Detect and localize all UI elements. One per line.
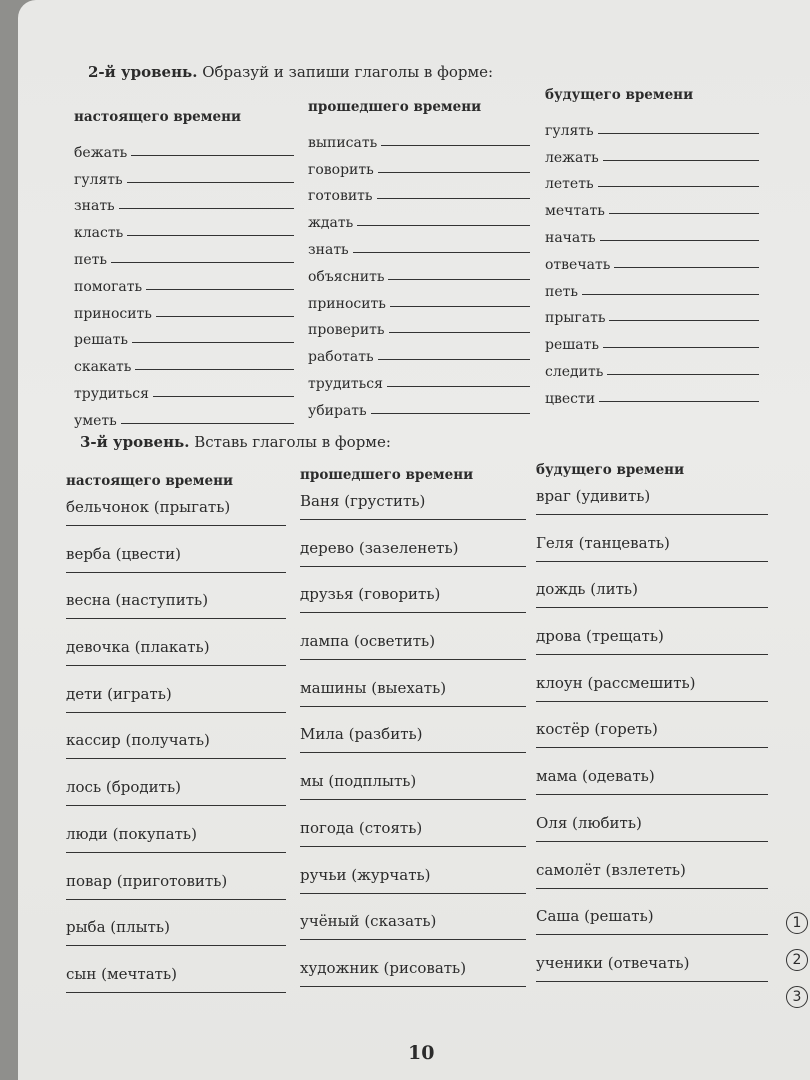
exercise-row [74, 214, 294, 241]
verb-prompt: отвечать [545, 256, 611, 273]
exercise-row [545, 380, 759, 407]
exercise-row [536, 954, 768, 1001]
answer-line[interactable] [371, 413, 530, 414]
answer-line[interactable] [300, 893, 526, 894]
exercise-row [66, 965, 286, 1012]
answer-line[interactable] [300, 846, 526, 847]
level3-column-future [536, 462, 768, 1001]
phrase-prompt: Мила (разбить) [300, 725, 423, 744]
answer-line[interactable] [300, 706, 526, 707]
answer-line[interactable] [156, 316, 294, 317]
exercise-row [66, 778, 286, 825]
exercise-row [545, 246, 759, 273]
phrase-prompt: лось (бродить) [66, 778, 181, 797]
answer-line[interactable] [536, 888, 768, 889]
answer-line[interactable] [377, 198, 530, 199]
exercise-row [536, 907, 768, 954]
exercise-row [74, 268, 294, 295]
verb-prompt: уметь [74, 412, 117, 429]
exercise-row [545, 273, 759, 300]
answer-line[interactable] [353, 252, 530, 253]
verb-prompt: трудиться [74, 385, 149, 402]
exercise-row [74, 161, 294, 188]
answer-line[interactable] [607, 374, 759, 375]
phrase-prompt: мы (подплыть) [300, 772, 417, 791]
answer-line[interactable] [66, 712, 286, 713]
exercise-row [66, 545, 286, 592]
phrase-prompt: враг (удивить) [536, 487, 651, 505]
verb-prompt: приносить [74, 305, 152, 322]
exercise-row [545, 166, 759, 193]
exercise-row [66, 685, 286, 732]
mark-1: 1 [786, 912, 808, 934]
level3-column-past [300, 467, 526, 1006]
exercise-row [66, 498, 286, 545]
mark-2: 2 [786, 949, 808, 971]
exercise-row [66, 731, 286, 778]
exercise-row [300, 959, 526, 1006]
exercise-row [74, 134, 294, 161]
exercise-row [545, 353, 759, 380]
answer-line[interactable] [387, 386, 530, 387]
phrase-prompt: Саша (решать) [536, 907, 654, 926]
level3-column-present [66, 473, 286, 1012]
phrase-prompt: дождь (лить) [536, 580, 638, 599]
difficulty-marks [786, 912, 808, 1023]
exercise-row [74, 375, 294, 402]
answer-line[interactable] [66, 992, 286, 993]
answer-line[interactable] [66, 525, 286, 526]
phrase-prompt: кассир (получать) [66, 731, 210, 750]
answer-line[interactable] [536, 654, 768, 655]
verb-prompt: решать [74, 332, 128, 349]
phrase-prompt: бельчонок (прыгать) [66, 498, 231, 516]
exercise-row [300, 632, 526, 679]
answer-line[interactable] [603, 160, 759, 161]
exercise-row [300, 819, 526, 866]
verb-prompt: гулять [545, 122, 594, 139]
verb-prompt: класть [74, 225, 124, 242]
exercise-row [300, 539, 526, 586]
answer-line[interactable] [536, 607, 768, 608]
answer-line[interactable] [121, 423, 294, 424]
answer-line[interactable] [300, 519, 526, 520]
exercise-row [308, 365, 530, 392]
answer-line[interactable] [536, 514, 768, 515]
verb-prompt: петь [545, 283, 578, 300]
exercise-row [545, 219, 759, 246]
verb-prompt: гулять [74, 171, 123, 188]
answer-line[interactable] [300, 986, 526, 987]
answer-line[interactable] [153, 396, 294, 397]
verb-prompt: лежать [545, 149, 599, 166]
answer-line[interactable] [119, 208, 294, 209]
level2-column-present [74, 109, 294, 429]
answer-line[interactable] [111, 262, 294, 263]
answer-line[interactable] [600, 240, 759, 241]
phrase-prompt: сын (мечтать) [66, 964, 177, 983]
exercise-row [308, 338, 530, 365]
exercise-row [300, 912, 526, 959]
column-header: будущего времени [536, 462, 685, 478]
phrase-prompt: Ваня (грустить) [300, 492, 426, 510]
verb-prompt: убирать [308, 402, 367, 419]
exercise-row [536, 720, 768, 767]
exercise-row [545, 326, 759, 353]
phrase-prompt: девочка (плакать) [66, 638, 210, 657]
answer-line[interactable] [66, 899, 286, 900]
verb-prompt: ждать [308, 215, 354, 232]
level2-title: 2-й уровень. Образуй и запиши глаголы в форме: [88, 63, 494, 81]
answer-line[interactable] [146, 289, 294, 290]
phrase-prompt: люди (покупать) [66, 824, 197, 843]
exercise-row [308, 231, 530, 258]
answer-line[interactable] [598, 186, 759, 187]
verb-prompt: работать [308, 349, 374, 366]
verb-prompt: начать [545, 229, 596, 246]
phrase-prompt: самолёт (взлететь) [536, 860, 686, 879]
level2-column-future [545, 87, 759, 407]
answer-line[interactable] [609, 213, 759, 214]
exercise-row [308, 178, 530, 205]
answer-line[interactable] [582, 294, 759, 295]
phrase-prompt: рыба (плыть) [66, 918, 170, 937]
phrase-prompt: дерево (зазеленеть) [300, 538, 459, 557]
exercise-row [300, 492, 526, 539]
verb-prompt: знать [308, 241, 349, 258]
workbook-page [18, 0, 810, 1080]
answer-line[interactable] [66, 852, 286, 853]
exercise-row [300, 772, 526, 819]
mark-3: 3 [786, 986, 808, 1008]
exercise-row [66, 638, 286, 685]
answer-line[interactable] [378, 359, 530, 360]
exercise-row [308, 151, 530, 178]
exercise-row [308, 204, 530, 231]
verb-prompt: говорить [308, 161, 374, 178]
answer-line[interactable] [378, 172, 530, 173]
answer-line[interactable] [599, 401, 759, 402]
column-header: будущего времени [545, 87, 694, 103]
verb-prompt: приносить [308, 295, 386, 312]
verb-prompt: цвести [545, 390, 596, 407]
phrase-prompt: машины (выехать) [300, 678, 447, 697]
answer-line[interactable] [135, 369, 294, 370]
phrase-prompt: погода (стоять) [300, 818, 423, 837]
answer-line[interactable] [598, 133, 759, 134]
verb-prompt: лететь [545, 176, 594, 193]
phrase-prompt: верба (цвести) [66, 544, 182, 563]
answer-line[interactable] [381, 145, 530, 146]
phrase-prompt: ученики (отвечать) [536, 953, 690, 972]
phrase-prompt: Геля (танцевать) [536, 533, 670, 552]
phrase-prompt: друзья (говорить) [300, 585, 441, 604]
phrase-prompt: лампа (осветить) [300, 632, 436, 651]
phrase-prompt: клоун (рассмешить) [536, 673, 696, 692]
answer-line[interactable] [603, 347, 759, 348]
answer-line[interactable] [66, 618, 286, 619]
verb-prompt: мечтать [545, 203, 605, 220]
verb-prompt: проверить [308, 322, 385, 339]
answer-line[interactable] [300, 939, 526, 940]
answer-line[interactable] [300, 612, 526, 613]
exercise-row [74, 295, 294, 322]
exercise-row [66, 825, 286, 872]
verb-prompt: знать [74, 198, 115, 215]
exercise-row [545, 300, 759, 327]
phrase-prompt: повар (приготовить) [66, 871, 228, 890]
exercise-row [536, 861, 768, 908]
column-header: прошедшего времени [308, 99, 482, 115]
answer-line[interactable] [536, 701, 768, 702]
exercise-row [74, 188, 294, 215]
answer-line[interactable] [388, 279, 530, 280]
column-header: прошедшего времени [300, 467, 474, 483]
exercise-row [545, 139, 759, 166]
exercise-row [308, 312, 530, 339]
column-header: настоящего времени [74, 109, 241, 125]
exercise-row [308, 124, 530, 151]
verb-prompt: помогать [74, 278, 143, 295]
answer-line[interactable] [536, 841, 768, 842]
answer-line[interactable] [127, 235, 294, 236]
answer-line[interactable] [300, 752, 526, 753]
exercise-row [300, 866, 526, 913]
phrase-prompt: учёный (сказать) [300, 912, 437, 931]
exercise-row [300, 585, 526, 632]
exercise-row [74, 402, 294, 429]
exercise-row [74, 322, 294, 349]
answer-line[interactable] [66, 805, 286, 806]
exercise-row [66, 591, 286, 638]
answer-line[interactable] [614, 267, 759, 268]
answer-line[interactable] [536, 981, 768, 982]
answer-line[interactable] [127, 182, 294, 183]
phrase-prompt: весна (наступить) [66, 591, 209, 610]
answer-line[interactable] [66, 572, 286, 573]
phrase-prompt: костёр (гореть) [536, 720, 658, 739]
answer-line[interactable] [300, 799, 526, 800]
verb-prompt: следить [545, 363, 604, 380]
exercise-row [536, 674, 768, 721]
exercise-row [74, 241, 294, 268]
answer-line[interactable] [66, 758, 286, 759]
answer-line[interactable] [389, 332, 530, 333]
phrase-prompt: дети (играть) [66, 684, 172, 703]
answer-line[interactable] [357, 225, 530, 226]
page-number: 10 [408, 1042, 435, 1064]
exercise-row [536, 534, 768, 581]
answer-line[interactable] [66, 945, 286, 946]
exercise-row [536, 487, 768, 534]
exercise-row [536, 814, 768, 861]
exercise-row [308, 392, 530, 419]
answer-line[interactable] [132, 342, 294, 343]
answer-line[interactable] [131, 155, 294, 156]
phrase-prompt: художник (рисовать) [300, 958, 467, 977]
verb-prompt: трудиться [308, 375, 383, 392]
verb-prompt: выписать [308, 134, 378, 151]
exercise-row [536, 627, 768, 674]
exercise-row [545, 192, 759, 219]
verb-prompt: прыгать [545, 310, 606, 327]
answer-line[interactable] [609, 320, 759, 321]
exercise-row [66, 872, 286, 919]
verb-prompt: скакать [74, 359, 132, 376]
answer-line[interactable] [390, 306, 530, 307]
answer-line[interactable] [300, 659, 526, 660]
exercise-row [545, 112, 759, 139]
exercise-row [536, 580, 768, 627]
exercise-row [308, 258, 530, 285]
level2-column-past [308, 99, 530, 419]
answer-line[interactable] [536, 747, 768, 748]
verb-prompt: решать [545, 337, 599, 354]
verb-prompt: петь [74, 251, 107, 268]
verb-prompt: готовить [308, 188, 373, 205]
exercise-row [300, 679, 526, 726]
answer-line[interactable] [300, 566, 526, 567]
exercise-row [536, 767, 768, 814]
answer-line[interactable] [536, 561, 768, 562]
phrase-prompt: ручьи (журчать) [300, 865, 431, 884]
column-header: настоящего времени [66, 473, 233, 489]
phrase-prompt: мама (одевать) [536, 767, 655, 786]
level3-title: 3-й уровень. Вставь глаголы в форме: [80, 433, 391, 451]
exercise-row [308, 285, 530, 312]
phrase-prompt: Оля (любить) [536, 813, 642, 832]
answer-line[interactable] [536, 794, 768, 795]
exercise-row [66, 918, 286, 965]
verb-prompt: объяснить [308, 268, 385, 285]
verb-prompt: бежать [74, 144, 128, 161]
phrase-prompt: дрова (трещать) [536, 627, 664, 646]
answer-line[interactable] [66, 665, 286, 666]
exercise-row [300, 725, 526, 772]
exercise-row [74, 348, 294, 375]
answer-line[interactable] [536, 934, 768, 935]
